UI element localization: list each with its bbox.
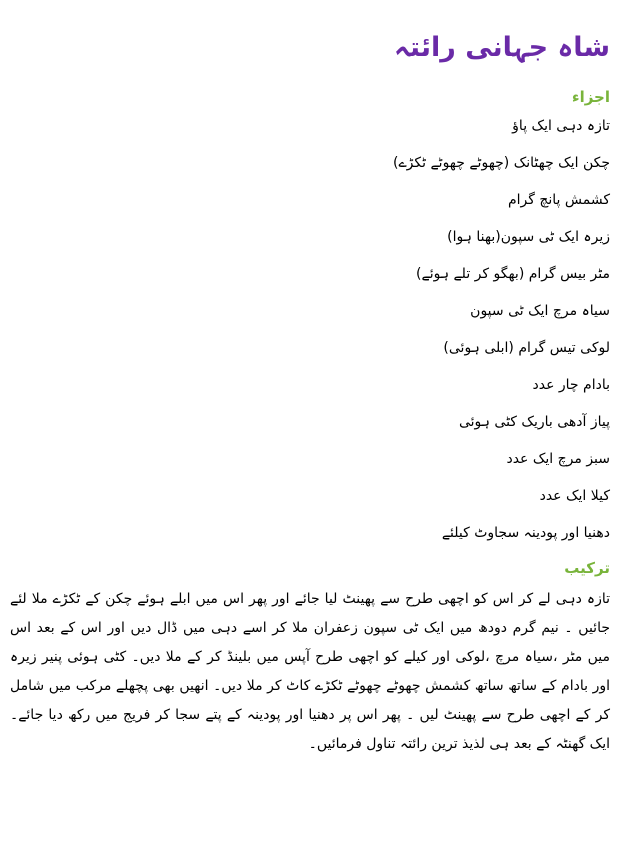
ingredient-item: کیلا ایک عدد bbox=[539, 488, 610, 504]
ingredient-item: سبز مرچ ایک عدد bbox=[506, 451, 610, 467]
ingredient-item: سیاہ مرچ ایک ٹی سپون bbox=[470, 303, 610, 319]
recipe-title: شاہ جہانی رائتہ bbox=[394, 32, 610, 63]
ingredient-item: کشمش پانچ گرام bbox=[507, 192, 610, 208]
ingredient-item: زیرہ ایک ٹی سپون(بھنا ہوا) bbox=[447, 229, 610, 245]
ingredient-item: پیاز آدھی باریک کٹی ہوئی bbox=[458, 414, 610, 430]
ingredient-item: دھنیا اور پودینہ سجاوٹ کیلئے bbox=[441, 525, 610, 541]
ingredient-item: مٹر بیس گرام (بھگو کر تلے ہوئے) bbox=[416, 266, 610, 282]
ingredients-heading: اجزاء bbox=[571, 88, 610, 106]
ingredient-item: لوکی تیس گرام (ابلی ہوئی) bbox=[443, 340, 610, 356]
ingredient-item: چکن ایک چھٹانک (چھوٹے چھوٹے ٹکڑے) bbox=[393, 155, 610, 171]
ingredient-item: تازہ دہی ایک پاؤ bbox=[512, 118, 610, 134]
ingredient-item: بادام چار عدد bbox=[532, 377, 610, 393]
method-heading: ترکیب bbox=[564, 559, 610, 577]
method-paragraph: تازہ دہی لے کر اس کو اچھی طرح سے پھینٹ لیا جائے اور پھر اس میں ابلے ہوئے چکن کے ٹکڑے ملا لئے جائیں ۔ نیم گرم دودھ میں ایک ٹی سپون زعفران ملا کر اسے دہی میں ڈال دیں اور اس کے بعد اس میں مٹر ،سیاہ مرچ ،لوکی اور کیلے کو اچھی طرح آپس میں بلینڈ کر کے ملا دیں۔ کٹی ہوئی پنیر زیرہ اور بادام کے ساتھ ساتھ کشمش چھوٹے چھوٹے ٹکڑے کاٹ کر ملا دیں۔ انھیں بھی پچھلے مرکب میں شامل کر کے اچھی طرح سے پھینٹ لیں ۔ پھر اس پر دھنیا اور پودینہ کے پتے سجا کر فریج میں رکھ دیا جائے۔ ایک گھنٹہ کے بعد ہی لذیذ ترین رائتہ تناول فرمائیں۔ bbox=[10, 591, 610, 752]
ingredients-list bbox=[10, 116, 610, 543]
